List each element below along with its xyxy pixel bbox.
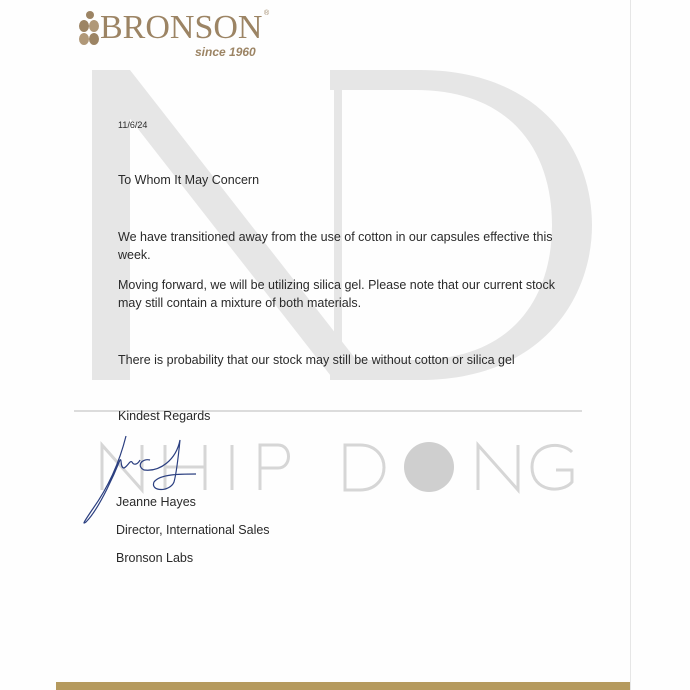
salutation: To Whom It May Concern (118, 173, 260, 187)
signer-title: Director, International Sales (116, 523, 270, 537)
brand-name: BRONSON (100, 9, 263, 46)
leaf-logo-icon (78, 10, 100, 46)
bronson-logo (78, 6, 278, 60)
closing: Kindest Regards (118, 409, 211, 423)
signature (80, 430, 230, 530)
signer-name: Jeanne Hayes (116, 495, 196, 509)
brand-tagline: since 1960 (195, 45, 256, 59)
paragraph-1: We have transitioned away from the use of cotton in our capsules effective this week. (118, 230, 553, 262)
globe-icon (404, 442, 454, 492)
company-name: Bronson Labs (116, 551, 194, 565)
registered-mark: ® (264, 10, 270, 17)
letter-date: 11/6/24 (118, 120, 148, 130)
footer-bar (56, 682, 630, 690)
paragraph-2: Moving forward, we will be utilizing silica gel. Please note that our current stock may still contain a mixture of both materials. (118, 278, 556, 310)
watermark-monogram (92, 70, 592, 380)
paragraph-3: There is probability that our stock may still be without cotton or silica gel (118, 353, 515, 367)
